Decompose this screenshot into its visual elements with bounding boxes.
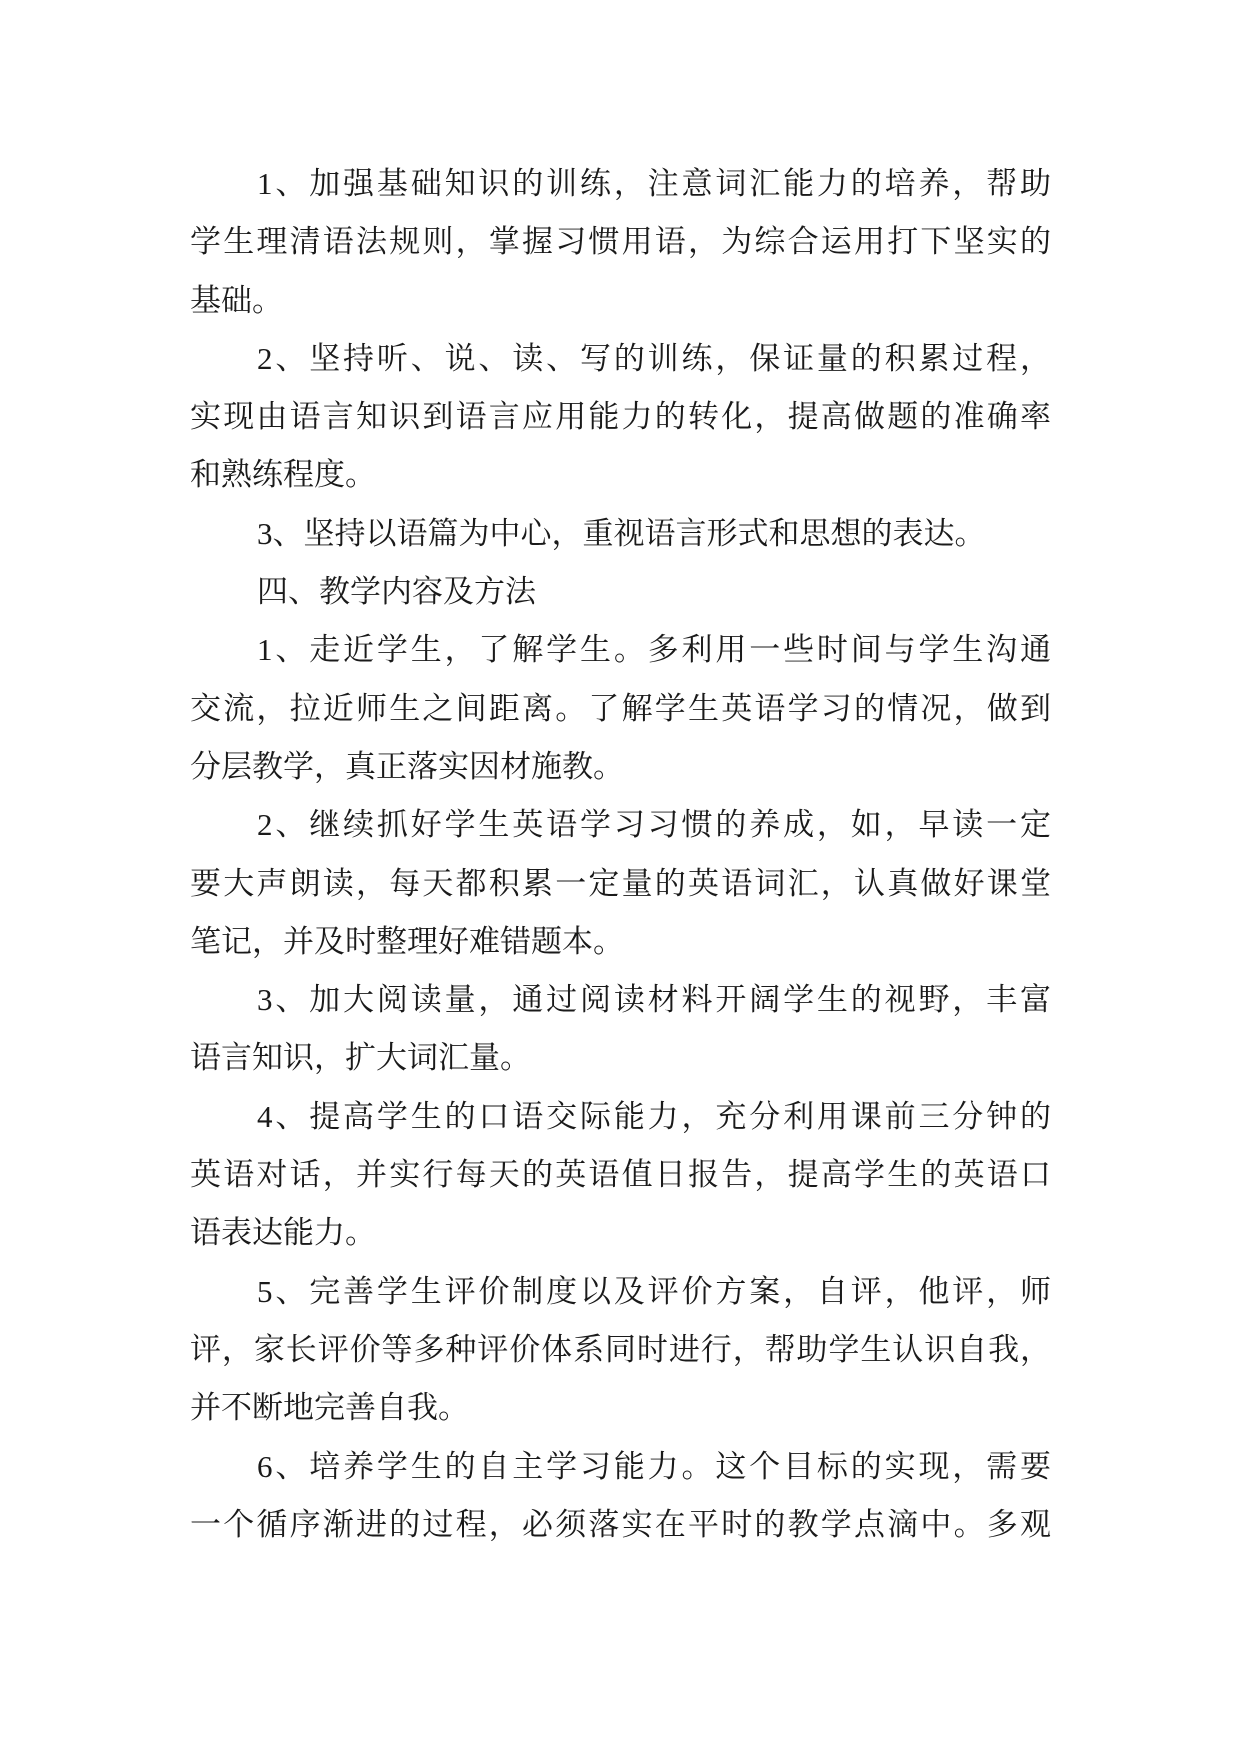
- paragraph: [190, 1438, 1051, 1555]
- paragraph: [190, 1088, 1051, 1263]
- text-line: 语表达能力。: [190, 1215, 376, 1251]
- text-line: 4、提高学生的口语交际能力，充分利用课前三分钟的: [257, 1098, 1051, 1134]
- paragraph: [190, 330, 1051, 505]
- text-line: 要大声朗读，每天都积累一定量的英语词汇，认真做好课堂: [190, 865, 1051, 901]
- text-line: 语言知识，扩大词汇量。: [190, 1040, 531, 1076]
- paragraph: [190, 621, 1051, 796]
- text-line: 3、坚持以语篇为中心，重视语言形式和思想的表达。: [257, 515, 986, 551]
- text-line: 学生理清语法规则，掌握习惯用语，为综合运用打下坚实的: [190, 224, 1051, 260]
- text-line: 笔记，并及时整理好难错题本。: [190, 923, 624, 959]
- text-line: 和熟练程度。: [190, 457, 376, 493]
- text-line: 2、继续抓好学生英语学习习惯的养成，如，早读一定: [257, 807, 1051, 843]
- text-line: 实现由语言知识到语言应用能力的转化，提高做题的准确率: [190, 399, 1051, 435]
- text-line: 基础。: [190, 282, 283, 318]
- section-heading: [190, 563, 1051, 621]
- paragraph: [190, 1263, 1051, 1438]
- text-line: 2、坚持听、说、读、写的训练，保证量的积累过程，: [257, 340, 1051, 376]
- text-line: 5、完善学生评价制度以及评价方案，自评，他评，师: [257, 1273, 1051, 1309]
- paragraph: [190, 971, 1051, 1088]
- paragraph: [190, 155, 1051, 330]
- text-line: 3、加大阅读量，通过阅读材料开阔学生的视野，丰富: [257, 982, 1051, 1018]
- text-line: 评，家长评价等多种评价体系同时进行，帮助学生认识自我，: [190, 1331, 1051, 1367]
- text-line: 1、加强基础知识的训练，注意词汇能力的培养，帮助: [257, 166, 1051, 201]
- text-line: 1、走近学生，了解学生。多利用一些时间与学生沟通: [257, 632, 1051, 668]
- text-line: 分层教学，真正落实因材施教。: [190, 748, 624, 784]
- text-line: 交流，拉近师生之间距离。了解学生英语学习的情况，做到: [190, 690, 1051, 726]
- heading-text: 四、教学内容及方法: [257, 574, 536, 610]
- text-line: 6、培养学生的自主学习能力。这个目标的实现，需要: [257, 1448, 1051, 1484]
- text-line: 英语对话，并实行每天的英语值日报告，提高学生的英语口: [190, 1157, 1051, 1193]
- text-line: 并不断地完善自我。: [190, 1390, 469, 1426]
- paragraph: [190, 796, 1051, 971]
- paragraph: [190, 505, 1051, 563]
- text-line: 一个循序渐进的过程，必须落实在平时的教学点滴中。多观: [190, 1506, 1051, 1542]
